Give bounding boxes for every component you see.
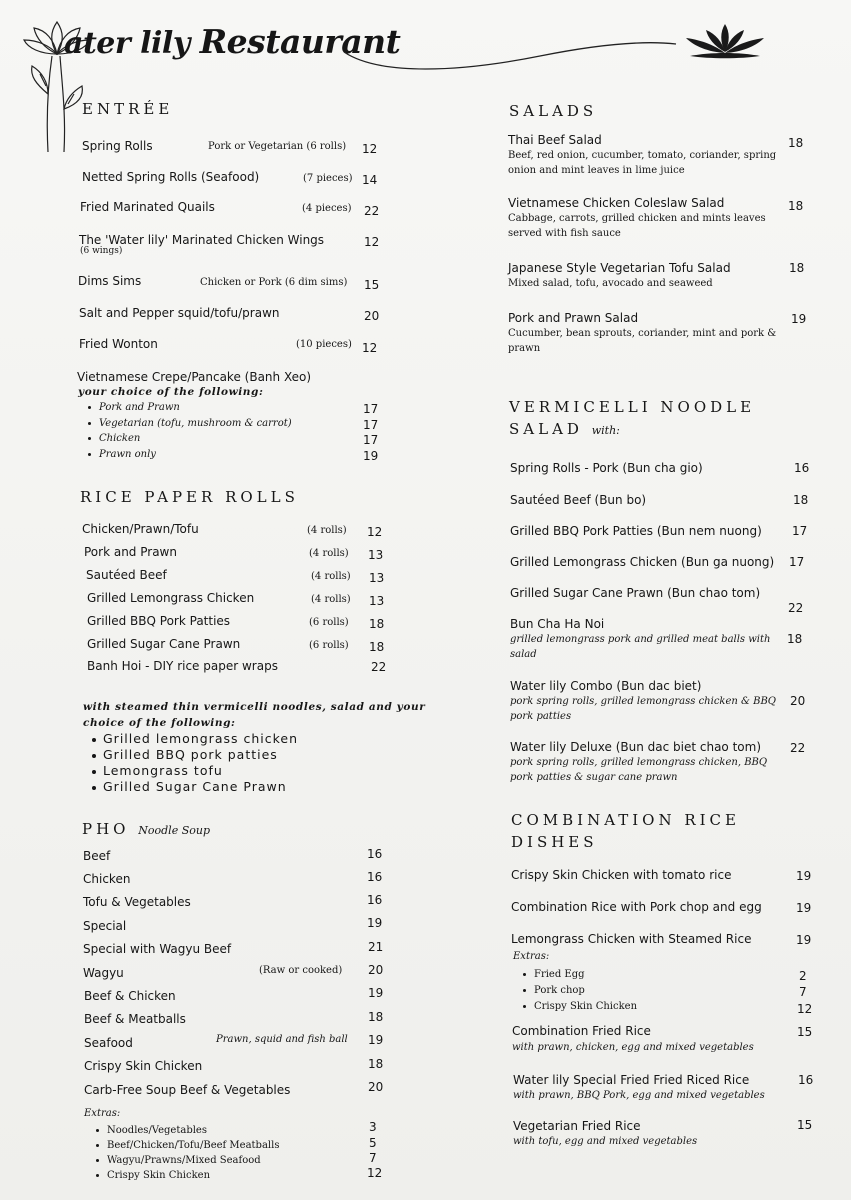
item-price: 17 bbox=[792, 524, 808, 538]
pho-extra: Beef/Chicken/Tofu/Beef Meatballs bbox=[96, 1140, 279, 1151]
item-name: Lemongrass Chicken with Steamed Rice bbox=[511, 932, 752, 946]
rice-paper-option: Grilled Sugar Cane Prawn bbox=[92, 779, 287, 794]
item-note: (4 pieces) bbox=[302, 203, 352, 214]
combination-extra: Pork chop bbox=[523, 985, 585, 996]
item-desc: pork spring rolls, grilled lemongrass chicken & BBQ pork patties bbox=[510, 696, 776, 722]
item-price: 16 bbox=[794, 461, 810, 475]
item-desc: pork spring rolls, grilled lemongrass chicken, BBQ pork patties & sugar cane prawn bbox=[510, 757, 768, 783]
item-price: 19 bbox=[796, 869, 812, 883]
option-price: 19 bbox=[363, 449, 379, 463]
item-price: 17 bbox=[789, 555, 805, 569]
option-price: 17 bbox=[363, 433, 379, 447]
item-price: 20 bbox=[364, 309, 380, 323]
item-name: Grilled Sugar Cane Prawn (Bun chao tom) bbox=[510, 586, 761, 600]
extra-price: 7 bbox=[799, 985, 807, 999]
item-price: 16 bbox=[367, 893, 383, 907]
item-name: Combination Fried Rice bbox=[512, 1024, 651, 1038]
item-name: Pork and Prawn Salad bbox=[508, 311, 639, 325]
item-name: Salt and Pepper squid/tofu/prawn bbox=[79, 306, 280, 320]
combination-heading-line1: COMBINATION RICE bbox=[511, 811, 740, 829]
decorative-swash bbox=[340, 32, 680, 77]
item-price: 16 bbox=[367, 847, 383, 861]
item-name: Sautéed Beef (Bun bo) bbox=[510, 493, 647, 507]
item-name: Dims Sims bbox=[78, 274, 142, 288]
item-name: Vietnamese Crepe/Pancake (Banh Xeo) bbox=[77, 370, 312, 384]
item-name: Seafood bbox=[84, 1036, 133, 1050]
item-name: Carb-Free Soup Beef & Vegetables bbox=[84, 1083, 291, 1097]
crepe-option: Vegetarian (tofu, mushroom & carrot) bbox=[88, 418, 292, 429]
item-name: Beef & Meatballs bbox=[84, 1012, 186, 1026]
option-price: 17 bbox=[363, 418, 379, 432]
item-price: 18 bbox=[787, 632, 803, 646]
item-name: Beef bbox=[83, 849, 111, 863]
extra-price: 12 bbox=[367, 1166, 383, 1180]
option-price: 17 bbox=[363, 402, 379, 416]
item-price: 22 bbox=[371, 660, 387, 674]
combination-extra: Crispy Skin Chicken bbox=[523, 1001, 637, 1012]
item-price: 16 bbox=[367, 870, 383, 884]
pho-extra: Crispy Skin Chicken bbox=[96, 1170, 210, 1181]
vermicelli-heading-line2: SALAD with: bbox=[509, 420, 620, 438]
item-price: 20 bbox=[790, 694, 806, 708]
item-desc: with tofu, egg and mixed vegetables bbox=[513, 1136, 698, 1147]
item-desc: Beef, red onion, cucumber, tomato, coriander, spring onion and mint leaves in lime juice bbox=[508, 150, 777, 176]
item-name: Chicken/Prawn/Tofu bbox=[82, 522, 199, 536]
item-name: Banh Hoi - DIY rice paper wraps bbox=[87, 659, 278, 673]
item-name: Netted Spring Rolls (Seafood) bbox=[82, 170, 260, 184]
item-note: (4 rolls) bbox=[311, 594, 351, 605]
item-note: (7 pieces) bbox=[303, 173, 353, 184]
item-name: Grilled Sugar Cane Prawn bbox=[87, 637, 241, 651]
item-name: Combination Rice with Pork chop and egg bbox=[511, 900, 762, 914]
item-name: Special with Wagyu Beef bbox=[83, 942, 232, 956]
item-name: Beef & Chicken bbox=[84, 989, 176, 1003]
item-name: Grilled BBQ Pork Patties (Bun nem nuong) bbox=[510, 524, 762, 538]
item-price: 21 bbox=[368, 940, 384, 954]
item-price: 19 bbox=[368, 1033, 384, 1047]
item-name: Sautéed Beef bbox=[86, 568, 167, 582]
item-name: Grilled BBQ Pork Patties bbox=[87, 614, 231, 628]
crepe-option: Chicken bbox=[88, 433, 140, 444]
extra-price: 5 bbox=[369, 1136, 377, 1150]
pho-extra: Wagyu/Prawns/Mixed Seafood bbox=[96, 1155, 261, 1166]
crepe-option: Prawn only bbox=[88, 449, 156, 460]
extra-price: 12 bbox=[797, 1002, 813, 1016]
title-prefix: ater lily bbox=[64, 26, 190, 61]
choice-label: your choice of the following: bbox=[78, 386, 264, 398]
item-price: 12 bbox=[362, 142, 378, 156]
item-price: 19 bbox=[368, 986, 384, 1000]
item-price: 22 bbox=[790, 741, 806, 755]
item-price: 19 bbox=[791, 312, 807, 326]
item-price: 18 bbox=[789, 261, 805, 275]
item-price: 18 bbox=[368, 1057, 384, 1071]
item-desc: Mixed salad, tofu, avocado and seaweed bbox=[508, 278, 713, 289]
item-note: Pork or Vegetarian (6 rolls) bbox=[208, 141, 347, 152]
extra-price: 2 bbox=[799, 969, 807, 983]
item-name: Water lily Deluxe (Bun dac biet chao tom) bbox=[510, 740, 762, 754]
item-note: (Raw or cooked) bbox=[259, 965, 343, 976]
item-name: Water lily Combo (Bun dac biet) bbox=[510, 679, 702, 693]
item-price: 13 bbox=[368, 548, 384, 562]
extra-price: 3 bbox=[369, 1120, 377, 1134]
item-note: (6 rolls) bbox=[309, 640, 349, 651]
item-desc: with prawn, chicken, egg and mixed vegetables bbox=[512, 1042, 754, 1053]
combination-extras-label: Extras: bbox=[513, 951, 550, 962]
item-note: (4 rolls) bbox=[307, 525, 347, 536]
item-name: Crispy Skin Chicken with tomato rice bbox=[511, 868, 732, 882]
item-note: (6 rolls) bbox=[309, 617, 349, 628]
item-price: 19 bbox=[367, 916, 383, 930]
item-desc: Cucumber, bean sprouts, coriander, mint and pork & prawn bbox=[508, 328, 777, 354]
item-name: Japanese Style Vegetarian Tofu Salad bbox=[508, 261, 731, 275]
item-name: Thai Beef Salad bbox=[508, 133, 602, 147]
item-price: 15 bbox=[797, 1025, 813, 1039]
item-name: Chicken bbox=[83, 872, 131, 886]
item-note: Prawn, squid and fish ball bbox=[216, 1034, 348, 1045]
rice-paper-option: Lemongrass tofu bbox=[92, 763, 223, 778]
rice-paper-choice-line2: choice of the following: bbox=[83, 717, 236, 729]
item-name: Fried Wonton bbox=[79, 337, 158, 351]
item-name: Tofu & Vegetables bbox=[83, 895, 191, 909]
item-price: 22 bbox=[364, 204, 380, 218]
vermicelli-heading-line1: VERMICELLI NOODLE bbox=[509, 398, 756, 416]
item-name: Spring Rolls bbox=[82, 139, 153, 153]
item-price: 12 bbox=[362, 341, 378, 355]
item-name: Fried Marinated Quails bbox=[80, 200, 215, 214]
item-price: 18 bbox=[788, 136, 804, 150]
item-price: 18 bbox=[788, 199, 804, 213]
vermicelli-heading-sub: with: bbox=[591, 424, 620, 437]
item-name: Special bbox=[83, 919, 127, 933]
item-desc: with prawn, BBQ Pork, egg and mixed vegetables bbox=[513, 1090, 765, 1101]
item-desc: Cabbage, carrots, grilled chicken and mints leaves served with fish sauce bbox=[508, 213, 766, 239]
item-price: 19 bbox=[796, 901, 812, 915]
pho-extra: Noodles/Vegetables bbox=[96, 1125, 207, 1136]
rice-paper-option: Grilled BBQ pork patties bbox=[92, 747, 278, 762]
item-name: Vegetarian Fried Rice bbox=[513, 1119, 641, 1133]
item-price: 18 bbox=[369, 640, 385, 654]
item-price: 15 bbox=[797, 1118, 813, 1132]
item-price: 18 bbox=[369, 617, 385, 631]
item-name: Pork and Prawn bbox=[84, 545, 177, 559]
item-name: Wagyu bbox=[83, 966, 124, 980]
item-price: 20 bbox=[368, 963, 384, 977]
item-note: (4 rolls) bbox=[311, 571, 351, 582]
entree-heading: ENTRÉE bbox=[82, 100, 174, 118]
lotus-silhouette-icon bbox=[680, 22, 770, 60]
rice-paper-heading: RICE PAPER ROLLS bbox=[80, 488, 299, 506]
item-name: Crispy Skin Chicken bbox=[84, 1059, 203, 1073]
item-name: Bun Cha Ha Noi bbox=[510, 617, 605, 631]
item-note: (6 wings) bbox=[80, 246, 123, 256]
item-price: 13 bbox=[369, 571, 385, 585]
item-note: Chicken or Pork (6 dim sims) bbox=[200, 277, 348, 288]
pho-subheading: Noodle Soup bbox=[138, 824, 210, 837]
item-price: 12 bbox=[364, 235, 380, 249]
rice-paper-option: Grilled lemongrass chicken bbox=[92, 731, 298, 746]
item-price: 14 bbox=[362, 173, 378, 187]
item-price: 12 bbox=[367, 525, 383, 539]
crepe-option: Pork and Prawn bbox=[88, 402, 180, 413]
item-name: Spring Rolls - Pork (Bun cha gio) bbox=[510, 461, 703, 475]
item-price: 18 bbox=[793, 493, 809, 507]
item-name: The 'Water lily' Marinated Chicken Wings bbox=[79, 233, 325, 247]
item-price: 15 bbox=[364, 278, 380, 292]
item-note: (4 rolls) bbox=[309, 548, 349, 559]
item-note: (10 pieces) bbox=[296, 339, 352, 350]
extra-price: 7 bbox=[369, 1151, 377, 1165]
item-name: Grilled Lemongrass Chicken (Bun ga nuong) bbox=[510, 555, 775, 569]
item-price: 13 bbox=[369, 594, 385, 608]
item-name: Water lily Special Fried Fried Riced Rice bbox=[513, 1073, 750, 1087]
item-name: Grilled Lemongrass Chicken bbox=[87, 591, 255, 605]
item-price: 20 bbox=[368, 1080, 384, 1094]
pho-heading: PHO Noodle Soup bbox=[82, 820, 210, 838]
combination-extra: Fried Egg bbox=[523, 969, 585, 980]
item-price: 16 bbox=[798, 1073, 814, 1087]
title-main: Restaurant bbox=[199, 22, 401, 61]
salads-heading: SALADS bbox=[509, 102, 598, 120]
pho-extras-label: Extras: bbox=[84, 1108, 121, 1119]
combination-heading-line2: DISHES bbox=[511, 833, 598, 851]
item-price: 19 bbox=[796, 933, 812, 947]
item-name: Vietnamese Chicken Coleslaw Salad bbox=[508, 196, 725, 210]
item-desc: grilled lemongrass pork and grilled meat balls with salad bbox=[510, 634, 771, 660]
item-price: 22 bbox=[788, 601, 804, 615]
rice-paper-choice-line1: with steamed thin vermicelli noodles, salad and your bbox=[83, 701, 426, 713]
item-price: 18 bbox=[368, 1010, 384, 1024]
